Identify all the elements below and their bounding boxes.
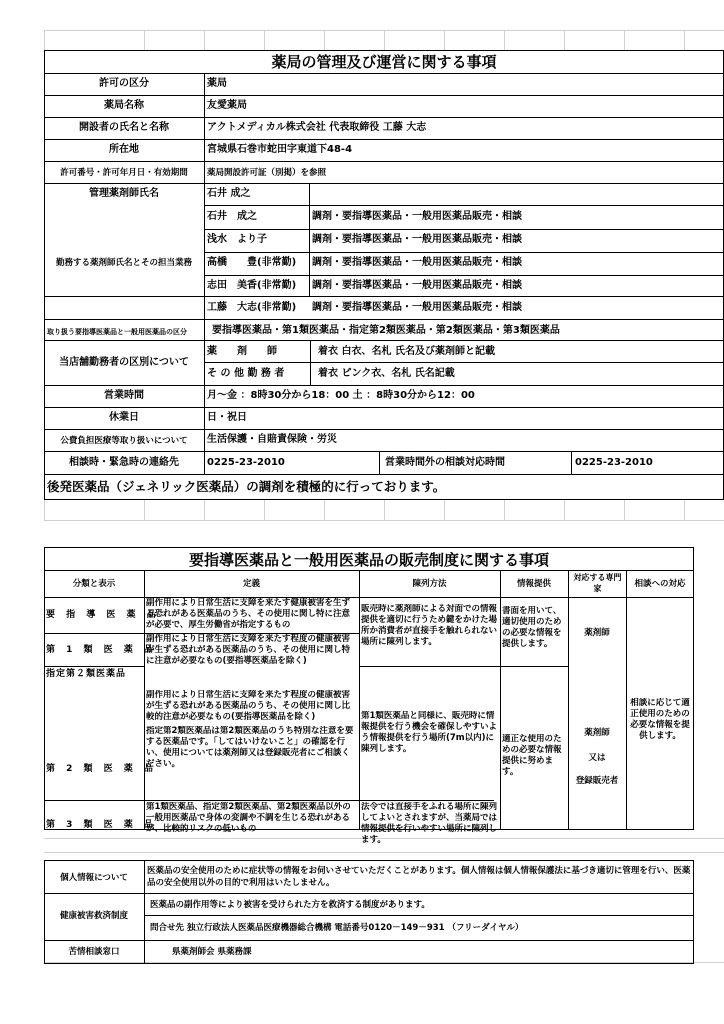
- privacy-text: 医薬品の安全使用のために症状等の情報をお伺いさせていただくことがあります。個人情報は個人情報保護法に基づき適切に管理を行い、医薬品の安全使用以外の目的で利用はいたしません。: [147, 866, 691, 888]
- holidays-value: 日・祝日: [207, 412, 247, 423]
- expert-or: 又は: [588, 753, 606, 763]
- permit-label: 許可番号・許可年月日・有効期間: [60, 168, 188, 178]
- consult-header: 相談への対応: [634, 579, 686, 589]
- info-header: 情報提供: [516, 579, 551, 589]
- category-header: 分類と表示: [72, 579, 116, 589]
- address-value: 宮城県石巻市蛇田字東道下48-4: [207, 144, 353, 155]
- staff-attire: 着衣 白衣、名札 氏名及び薬剤師と記載: [318, 346, 495, 357]
- pharmacist-duty: 調剤・要指導医薬品・一般用医薬品販売・相談: [312, 234, 522, 245]
- display-header: 陳列方法: [412, 579, 447, 589]
- staff-role: 薬 剤 師: [207, 346, 277, 357]
- staff-distinction-label: 当店舗勤務者の区別について: [59, 357, 189, 368]
- generic-drug-notice: 後発医薬品（ジェネリック医薬品）の調剤を積極的に行っております。: [47, 479, 446, 494]
- display-method-text: 法令では直接手をふれる場所に陳列してよいとされますが、当薬局では情報提供を行いやすい場所に陳列します。: [361, 802, 498, 845]
- pharmacist-duty: 調剤・要指導医薬品・一般用医薬品販売・相談: [312, 280, 522, 291]
- expert-registered-seller: 登録販売者: [575, 776, 619, 786]
- founder-value: アクトメディカル株式会社 代表取締役 工藤 大志: [207, 122, 427, 133]
- hours-label: 営業時間: [104, 390, 144, 401]
- pharmacy-name-label: 薬局名称: [104, 100, 144, 111]
- relief-system-label: 健康被害救済制度: [59, 911, 128, 921]
- pharmacist-name: 高橋 豊(非常勤): [207, 257, 297, 268]
- categories-value: 要指導医薬品・第1類医薬品・指定第2類医薬品・第2類医薬品・第3類医薬品: [212, 325, 560, 336]
- pharmacist-name: 浅水 より子: [207, 234, 267, 245]
- expert-header: 対応する専門家: [573, 573, 622, 593]
- holidays-label: 休業日: [109, 412, 139, 423]
- after-hours-label: 営業時間外の相談対応時間: [385, 457, 505, 468]
- sales-system-title: 要指導医薬品と一般用医薬品の販売制度に関する事項: [188, 551, 549, 569]
- definition-text: 副作用により日常生活に支障を来たす程度の健康被害が生ずる恐れがある医薬品のうち、その使用に関し特に注意が必要なもの(要指導医薬品を除く): [146, 634, 351, 666]
- management-title: 薬局の管理及び運営に関する事項: [271, 53, 497, 71]
- complaint-value: 県薬剤師会 県薬務課: [172, 947, 252, 957]
- category-label: 第 3 類 医 薬 品: [46, 820, 157, 830]
- category-label: 第 2 類 医 薬 品: [46, 764, 157, 774]
- expert-pharmacist: 薬剤師: [584, 628, 610, 638]
- definition-text: 指定第2類医薬品は第2類医薬品のうち特別な注意を要する医薬品です。「してはいけないこと」の確認を行い、使用については薬剤師又は登録販売者にご相談ください。: [146, 726, 354, 769]
- expert-pharmacist: 薬剤師: [584, 728, 610, 738]
- privacy-label: 個人情報について: [60, 873, 128, 883]
- pharmacist-name: 工藤 大志(非常勤): [207, 302, 297, 313]
- info-provision-text: 書面を用いて、適切使用のための必要な情報を提供します。: [502, 606, 562, 649]
- info-provision-text: 適正な使用のための必要な情報提供に努めます。: [502, 734, 562, 777]
- definition-text: 副作用により日常生活に支障を来たす程度の健康被害が生ずる恐れがある医薬品のうち、その使用に関し比較的注意が必要なもの(要指導医薬品を除く): [146, 690, 351, 722]
- public-medical-value: 生活保護・自賠責保険・労災: [207, 434, 337, 445]
- manager-value: 石井 成之: [207, 188, 251, 199]
- license-type-value: 薬局: [207, 78, 227, 89]
- address-label: 所在地: [109, 144, 139, 155]
- pharmacist-name: 石井 成之: [207, 211, 257, 222]
- display-method-text: 第1類医薬品と同様に、販売時に情報提供を行う機会を確保しやすいよう情報提供を行う場所(7m以内)に陳列します。: [361, 711, 498, 754]
- pharmacist-duty: 調剤・要指導医薬品・一般用医薬品販売・相談: [312, 257, 522, 268]
- pharmacist-name: 志田 美香(非常勤): [207, 280, 297, 291]
- pharmacy-name-value: 友愛薬局: [207, 100, 247, 111]
- pharmacists-label: 勤務する薬剤師氏名とその担当業務: [55, 258, 192, 268]
- definition-header: 定義: [242, 579, 260, 589]
- relief-system-text: 医薬品の副作用等により被害を受けられた方を救済する制度があります。: [150, 900, 430, 910]
- categories-label: 取り扱う要指導医薬品と一般用医薬品の区分: [47, 328, 187, 336]
- consult-text: 相談に応じて適正使用のための必要な情報を提供します。: [630, 698, 690, 741]
- definition-text: 副作用により日常生活に支障を来たす健康被害を生ずる恐れがある医薬品のうち、その使用に関し特に注意が必要で、厚生労働省が指定するもの: [146, 598, 351, 630]
- category-label: 第 1 類 医 薬 品: [46, 645, 157, 655]
- public-medical-label: 公費負担医療等取り扱いについて: [60, 436, 188, 446]
- display-method-text: 販売時に薬剤師による対面での情報提供を適切に行うため鍵をかけた場所か消費者が直接手を触れられない場所に陳列します。: [361, 604, 498, 647]
- license-type-label: 許可の区分: [99, 78, 149, 89]
- staff-role: そ の 他 勤 務 者: [207, 368, 285, 379]
- founder-label: 開設者の氏名と名称: [79, 122, 169, 133]
- complaint-label: 苦情相談窓口: [68, 947, 120, 957]
- permit-value: 薬局開設許可証（別掲）を参照: [207, 168, 327, 178]
- definition-text: 第1類医薬品、指定第2類医薬品、第2類医薬品以外の一般用医薬品で身体の変調や不調を生じる恐れがあるが、比較的リスクの低いもの: [146, 802, 351, 834]
- pharmacist-duty: 調剤・要指導医薬品・一般用医薬品販売・相談: [312, 302, 522, 313]
- pharmacist-duty: 調剤・要指導医薬品・一般用医薬品販売・相談: [312, 211, 522, 222]
- contact-phone: 0225-23-2010: [207, 457, 285, 468]
- category-label: 要 指 導 医 薬 品: [46, 610, 160, 620]
- after-hours-phone: 0225-23-2010: [575, 457, 653, 468]
- hours-value: 月～金 ：8時30分から18：00 土 ：8時30分から12：00: [207, 390, 475, 401]
- staff-attire: 着衣 ピンク衣、名札 氏名記載: [318, 368, 455, 379]
- relief-contact-text: 問合せ先 独立行政法人医薬品医療機器総合機構 電話番号0120－149－931 （フリーダイヤル）: [150, 923, 524, 933]
- category-label: 指定第２類医薬品: [46, 669, 127, 679]
- contact-label: 相談時・緊急時の連絡先: [69, 457, 179, 468]
- manager-label: 管理薬剤師氏名: [89, 188, 159, 199]
